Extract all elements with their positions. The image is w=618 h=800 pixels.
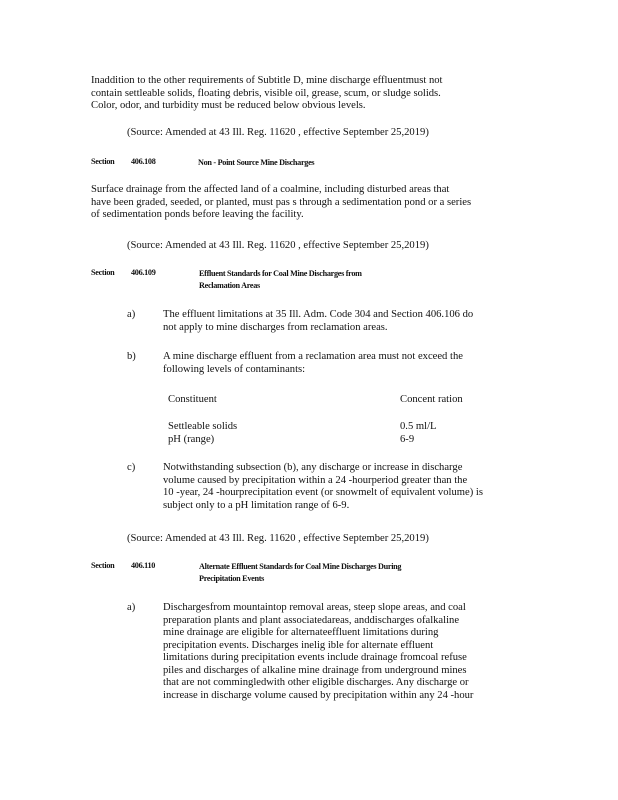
section-heading-406-109 bbox=[91, 268, 511, 294]
item-label: a) bbox=[127, 309, 136, 320]
section-label: Section bbox=[91, 157, 115, 166]
item-110-a-text: Dischargesfrom mountaintop removal areas, steep slope areas, and coal preparation plants and plant associatedareas, anddischarges ofalkaline mine drainage are eligible for alternateeffluent limitations during precipitation events. Discharges inelig ible for alternate effluent limitations during precipitation events include drainage fromcoal refuse piles and discharges of alkaline mine drainage from underground mines that are not commingledwith other eligible discharges. Any discharge or increase in discharge volume caused by precipitation within any 24 -hour bbox=[163, 602, 474, 701]
item-label: b) bbox=[127, 351, 136, 362]
source-note: (Source: Amended at 43 Ill. Reg. 11620 , effective September 25,2019) bbox=[127, 240, 429, 251]
section-number: 406.108 bbox=[131, 157, 156, 166]
section-heading-406-108 bbox=[91, 157, 511, 171]
table-header-concentration: Concent ration bbox=[400, 394, 463, 405]
item-b-text: A mine discharge effluent from a reclamation area must not exceed the following levels of contaminants: bbox=[163, 351, 463, 375]
para-line: Surface drainage from the affected land of a coalmine, including disturbed areas that bbox=[91, 184, 450, 195]
table-cell-concentration: 0.5 ml/L bbox=[400, 421, 437, 432]
section-108-paragraph bbox=[91, 184, 521, 222]
intro-line: contain settleable solids, floating debris, visible oil, grease, scum, or sludge solids. bbox=[91, 87, 441, 99]
section-title: Non - Point Source Mine Discharges bbox=[198, 158, 315, 167]
para-line: of sedimentation ponds before leaving the facility. bbox=[91, 209, 304, 220]
table-cell-concentration: 6-9 bbox=[400, 434, 415, 445]
section-number: 406.110 bbox=[131, 561, 156, 570]
section-label: Section bbox=[91, 268, 115, 277]
item-c-text: Notwithstanding subsection (b), any discharge or increase in discharge volume caused by precipitation within a 24 -hourperiod greater than the 10 -year, 24 -hourprecipitation event (or snowmelt of equivalent volume) is subject only to a pH limitation range of 6-9. bbox=[163, 462, 483, 511]
section-number: 406.109 bbox=[131, 268, 156, 277]
para-line: have been graded, seeded, or planted, must pas s through a sedimentation pond or a series bbox=[91, 196, 472, 208]
intro-line: Inaddition to the other requirements of Subtitle D, mine discharge effluentmust not bbox=[91, 75, 443, 86]
source-note: (Source: Amended at 43 Ill. Reg. 11620 , effective September 25,2019) bbox=[127, 533, 429, 544]
intro-paragraph bbox=[91, 75, 491, 113]
item-a-text: The effluent limitations at 35 Ill. Adm. Code 304 and Section 406.106 do not apply to mine discharges from reclamation areas. bbox=[163, 309, 474, 333]
item-label: a) bbox=[127, 602, 136, 613]
section-title: Effluent Standards for Coal Mine Discharges from Reclamation Areas bbox=[199, 269, 362, 290]
table-cell-constituent: Settleable solids bbox=[168, 421, 238, 432]
item-label: c) bbox=[127, 462, 136, 473]
section-heading-406-110 bbox=[91, 561, 521, 587]
section-title: Alternate Effluent Standards for Coal Mine Discharges During Precipitation Events bbox=[199, 562, 402, 583]
source-note: (Source: Amended at 43 Ill. Reg. 11620 , effective September 25,2019) bbox=[127, 127, 429, 138]
intro-line: Color, odor, and turbidity must be reduced below obvious levels. bbox=[91, 100, 366, 111]
table-header-constituent: Constituent bbox=[168, 394, 217, 405]
section-label: Section bbox=[91, 561, 115, 570]
table-cell-constituent: pH (range) bbox=[168, 434, 215, 445]
